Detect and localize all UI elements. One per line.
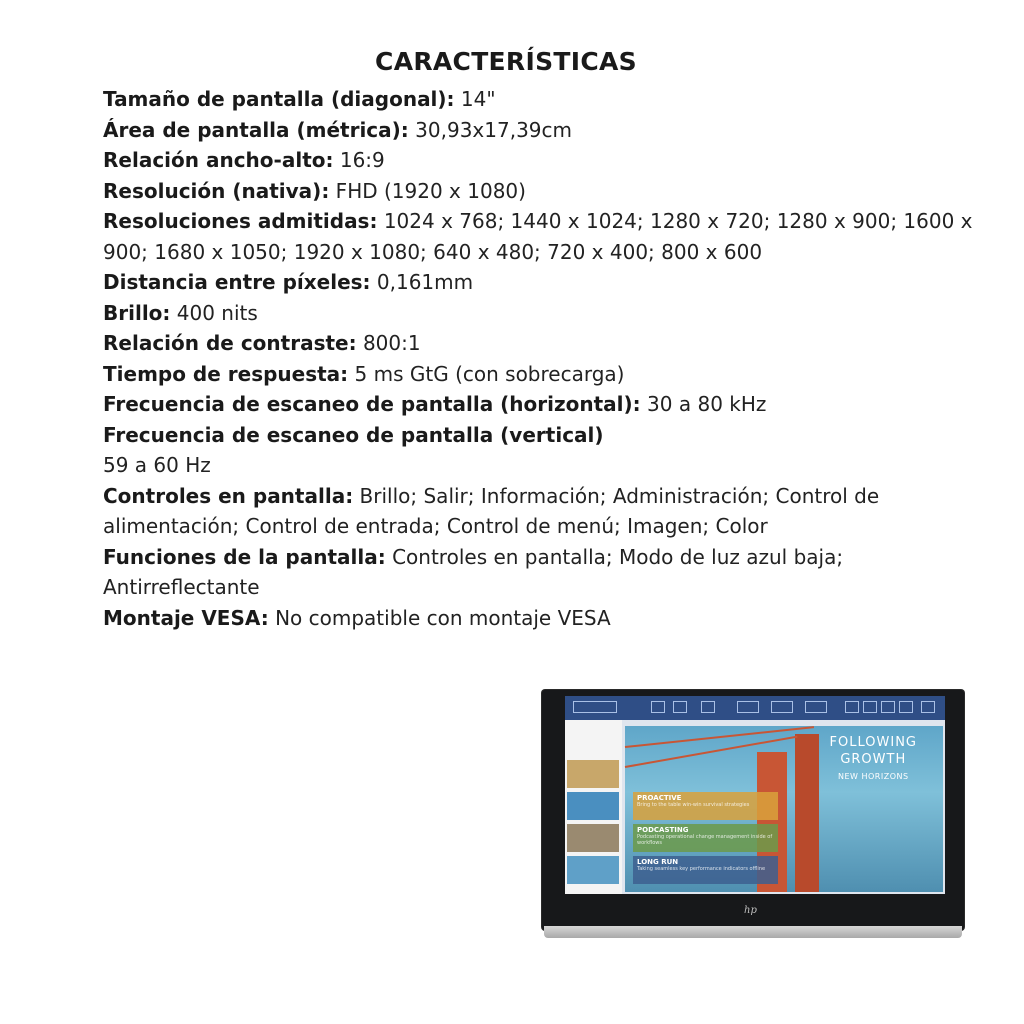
spec-item [103,542,973,603]
doc-icon [899,701,913,713]
spec-item [103,359,973,390]
spec-label: Relación ancho-alto: [103,148,334,172]
image-icon [921,701,935,713]
spec-item [103,84,973,115]
spec-value: 0,161mm [370,270,474,294]
bridge-tower [795,734,819,892]
spec-label: Resoluciones admitidas: [103,209,378,233]
screen-card [633,792,778,820]
headline-line: FOLLOWING [829,735,917,750]
spec-label: Montaje VESA: [103,605,269,630]
spec-item [103,328,973,359]
spec-value: No compatible con montaje VESA [268,605,611,630]
monitor-image [542,690,964,942]
spec-label: Controles en pantalla: [103,483,354,508]
screen-toolbar [565,696,945,720]
screen-card [633,824,778,852]
record-icon [771,701,793,713]
spec-item [103,603,973,634]
hero-image [625,726,943,892]
monitor-bezel [542,690,964,930]
spec-label: Frecuencia de escaneo de pantalla (vertical) [103,422,604,447]
spec-value: 14" [454,87,496,111]
spec-item [103,481,973,542]
spec-label: Relación de contraste: [103,331,357,355]
spec-label: Distancia entre píxeles: [103,270,371,294]
spec-item [103,389,973,420]
spec-label: Frecuencia de escaneo de pantalla (horizontal): [103,392,641,416]
spec-value: 30 a 80 kHz [640,392,767,416]
headline-sub: NEW HORIZONS [837,772,909,781]
screen-headline [830,734,917,785]
spec-value: Controles en pantalla; Modo de luz azul baja; Antirreflectante [103,544,844,599]
chart-icon [805,701,827,713]
headline-line: GROWTH [840,752,907,767]
spec-value: 400 nits [170,300,258,325]
screen-card [633,856,778,884]
doc-icon [881,701,895,713]
spec-item [103,450,973,481]
align-icon [673,701,687,713]
spec-list [103,84,973,633]
chart-icon [737,701,759,713]
hp-logo: hp [744,905,757,916]
card-body: Taking seamless key performance indicators offline [637,866,766,872]
card-title: LONG RUN [637,858,679,866]
thumbnail [567,760,619,788]
monitor-base [544,926,962,938]
card-title: PODCASTING [637,826,689,834]
doc-icon [845,701,859,713]
spec-value: Brillo; Salir; Información; Administración; Control de alimentación; Control de entrada; Control de menú; Imagen; Color [103,483,880,538]
spec-value: 5 ms GtG (con sobrecarga) [348,361,625,386]
spec-label: Tamaño de pantalla (diagonal): [103,87,455,111]
spec-item [103,176,973,207]
spec-label: Área de pantalla (métrica): [103,117,409,142]
doc-icon [863,701,877,713]
card-body: Podcasting operational change management inside of workflows [637,834,773,846]
spec-value: 800:1 [356,331,421,355]
grid-icon [701,701,715,713]
spec-value: FHD (1920 x 1080) [329,178,526,203]
page-title: CARACTERÍSTICAS [375,47,637,76]
spec-label: Tiempo de respuesta: [103,361,349,386]
card-title: PROACTIVE [637,794,682,802]
spec-value: 1024 x 768; 1440 x 1024; 1280 x 720; 1280 x 900; 1600 x 900; 1680 x 1050; 1920 x 1080; 640 x 480; 720 x 400; 800 x 600 [103,209,973,264]
thumbnail [567,792,619,820]
spec-item [103,115,973,146]
card-body: Bring to the table win-win survival strategies [637,802,750,808]
thumbnail [567,824,619,852]
thumbnail [567,856,619,884]
spec-label: Brillo: [103,300,171,325]
spec-value: 30,93x17,39cm [408,117,572,142]
spec-item [103,206,973,267]
spec-item [103,420,973,451]
spec-item [103,267,973,298]
screen-sidebar [565,720,622,894]
spec-item [103,298,973,329]
spec-item [103,145,973,176]
spec-value: 16:9 [333,148,385,172]
spec-value: 59 a 60 Hz [103,453,211,477]
spec-label: Resolución (nativa): [103,178,330,203]
dropdown-icon [573,701,617,713]
monitor-screen [565,696,945,894]
spec-label: Funciones de la pantalla: [103,544,386,569]
align-icon [651,701,665,713]
